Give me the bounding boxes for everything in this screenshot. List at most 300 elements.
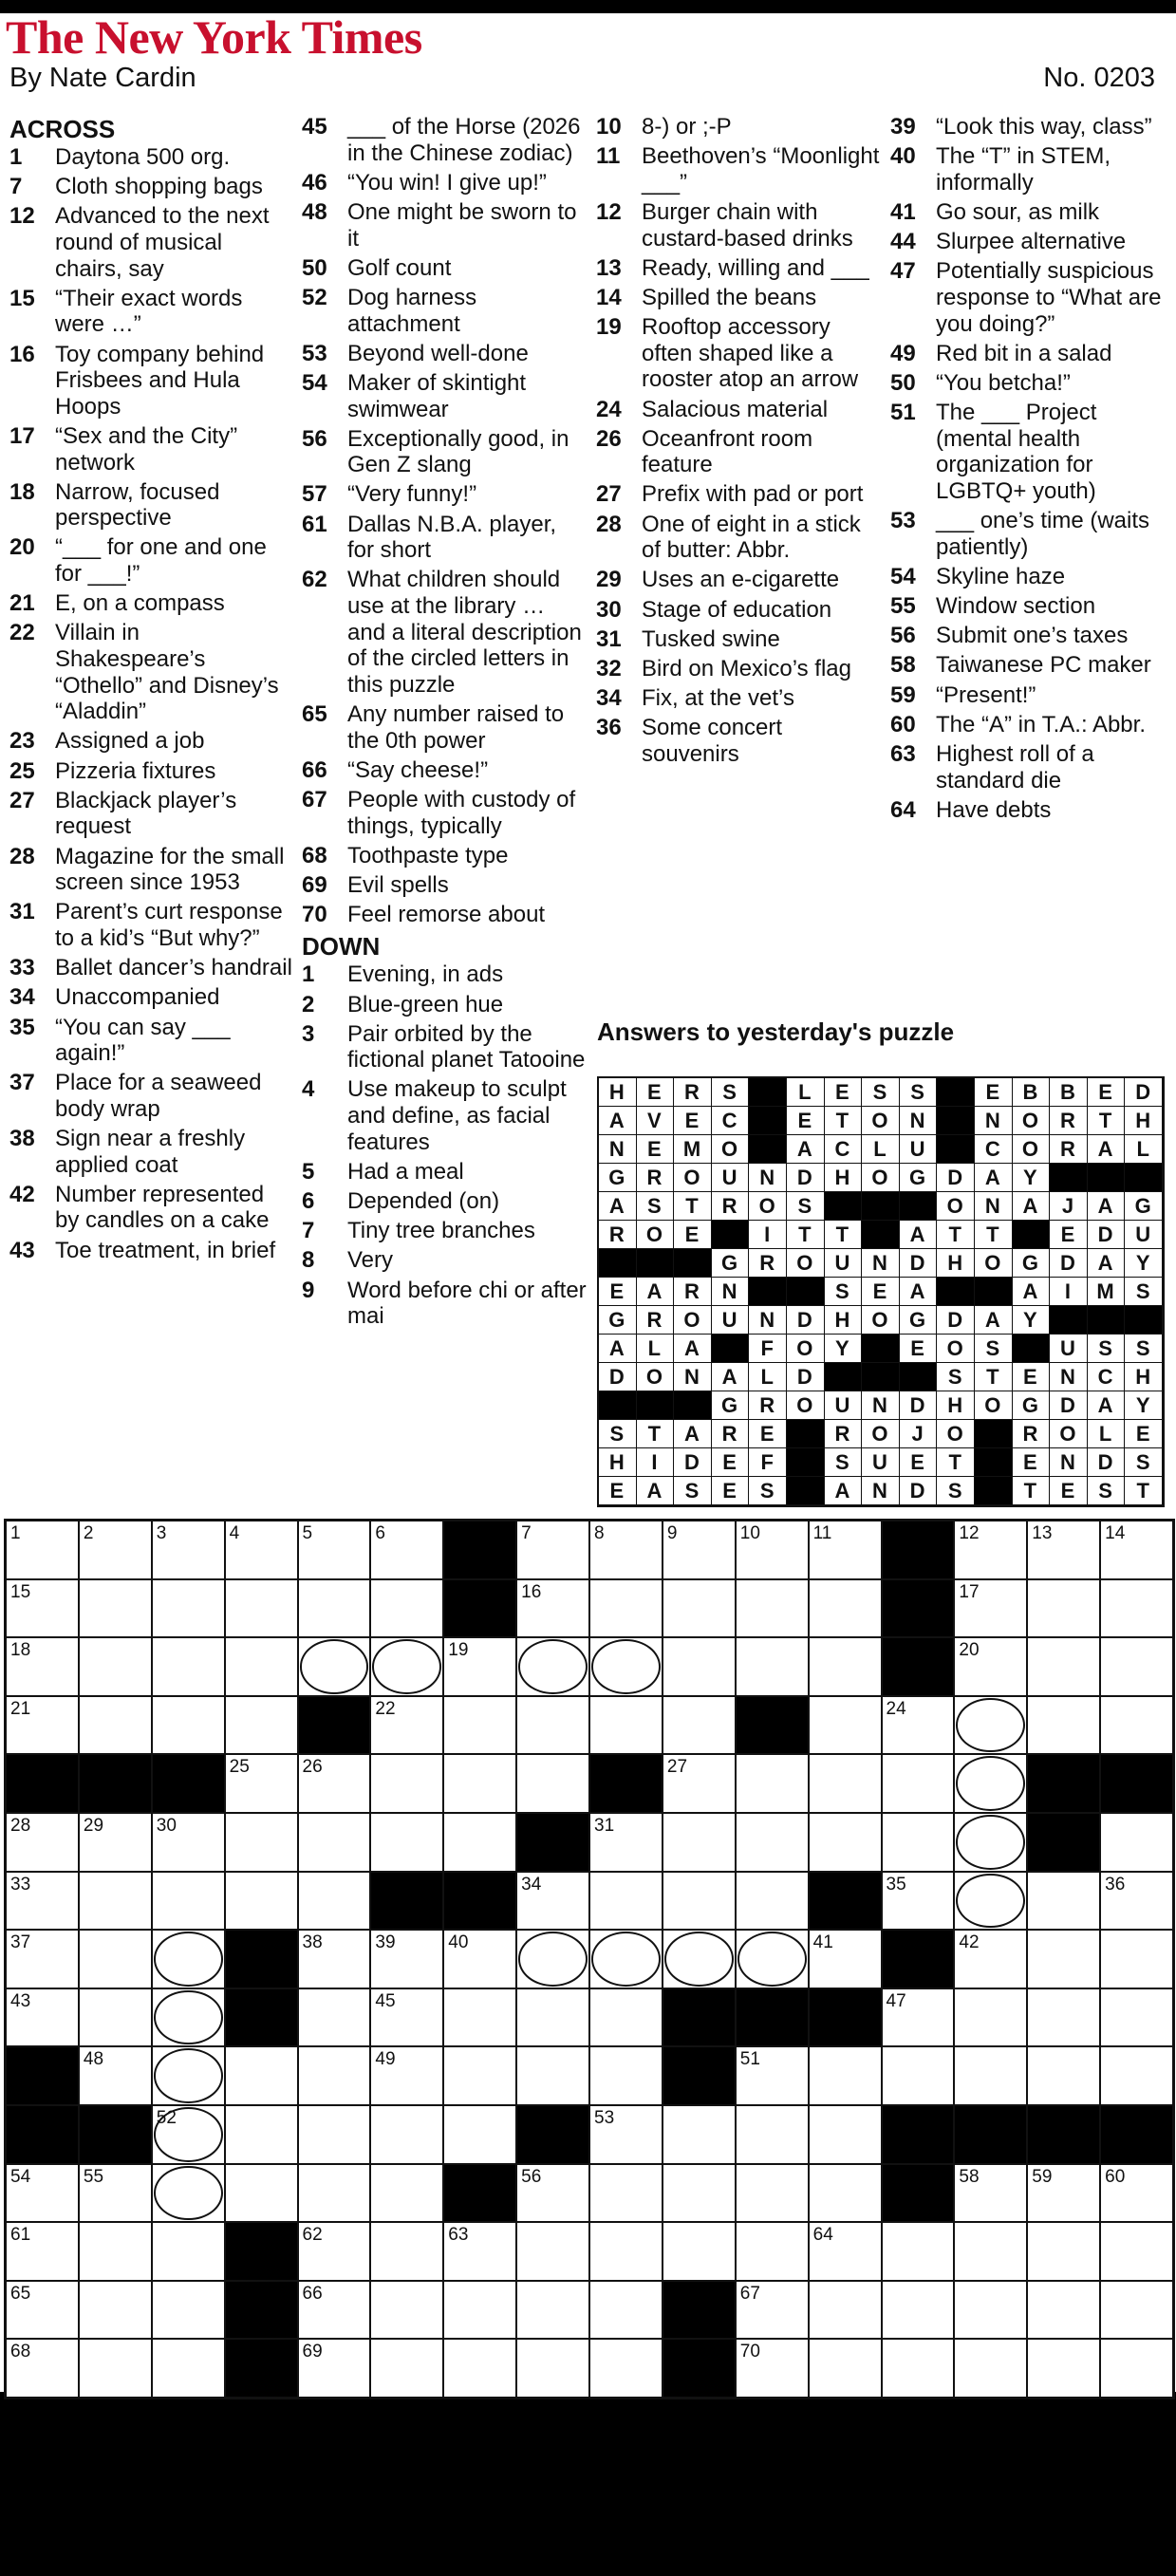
grid-cell[interactable] [153, 2282, 224, 2339]
clue-item [596, 685, 881, 712]
clue-text: “Sex and the City” network [55, 422, 238, 476]
circle-marker [518, 1639, 588, 1694]
grid-cell[interactable] [7, 1521, 78, 1578]
grid-cell[interactable] [663, 1931, 735, 1988]
grid-cell[interactable] [444, 1931, 515, 1988]
grid-cell[interactable] [810, 1521, 881, 1578]
answer-cell: L [749, 1363, 787, 1391]
cell-number: 47 [886, 1990, 906, 2011]
grid-cell[interactable] [153, 1521, 224, 1578]
grid-cell[interactable] [590, 2282, 662, 2339]
clue-item [302, 843, 587, 869]
circle-marker [956, 1698, 1025, 1753]
grid-cell[interactable] [371, 1697, 442, 1754]
grid-cell[interactable] [517, 2340, 588, 2397]
grid-cell[interactable] [226, 2047, 297, 2104]
grid-cell[interactable] [1028, 2047, 1099, 2104]
clue-number: 39 [890, 114, 916, 140]
clue-text: E, on a compass [55, 590, 225, 617]
grid-cell[interactable] [80, 2340, 151, 2397]
grid-cell[interactable] [1028, 2223, 1099, 2280]
grid-cell[interactable] [590, 1697, 662, 1754]
grid-cell[interactable] [883, 2047, 954, 2104]
grid-cell[interactable] [810, 1814, 881, 1871]
grid-cell[interactable] [299, 1989, 370, 2046]
grid-cell[interactable] [80, 1638, 151, 1695]
grid-cell[interactable] [883, 2223, 954, 2280]
grid-cell[interactable] [444, 1814, 515, 1871]
grid-cell[interactable] [1101, 2340, 1172, 2397]
answer-cell: A [599, 1107, 637, 1135]
grid-cell[interactable] [299, 1580, 370, 1637]
grid-cell[interactable] [7, 1638, 78, 1695]
clue-text: Very [347, 1247, 394, 1274]
grid-block [663, 2340, 735, 2397]
clue-text: Toe treatment, in brief [55, 1237, 276, 1263]
grid-cell[interactable] [663, 1814, 735, 1871]
grid-cell[interactable] [226, 1755, 297, 1812]
grid-cell[interactable] [80, 2165, 151, 2222]
grid-cell[interactable] [883, 1873, 954, 1930]
grid-cell[interactable] [737, 1580, 808, 1637]
answer-cell: I [637, 1448, 675, 1477]
grid-cell[interactable] [299, 1755, 370, 1812]
grid-cell[interactable] [1101, 1873, 1172, 1930]
grid-cell[interactable] [153, 1873, 224, 1930]
grid-cell[interactable] [371, 1521, 442, 1578]
clue-column-2 [302, 114, 587, 1333]
grid-cell[interactable] [810, 2282, 881, 2339]
answer-cell: A [637, 1477, 675, 1505]
grid-cell[interactable] [1028, 1697, 1099, 1754]
grid-cell[interactable] [1101, 1521, 1172, 1578]
answer-block [937, 1278, 975, 1306]
grid-cell[interactable] [955, 1638, 1026, 1695]
clue-text: Depended (on) [347, 1188, 500, 1215]
grid-cell[interactable] [955, 2223, 1026, 2280]
grid-cell[interactable] [299, 2223, 370, 2280]
grid-cell[interactable] [7, 1931, 78, 1988]
grid-cell[interactable] [444, 2047, 515, 2104]
cell-number: 40 [448, 1932, 469, 1953]
grid-block [7, 1755, 78, 1812]
clue-number: 34 [596, 685, 622, 712]
grid-cell[interactable] [153, 1580, 224, 1637]
grid-cell[interactable] [955, 1521, 1026, 1578]
grid-cell[interactable] [299, 2165, 370, 2222]
cell-number: 2 [83, 1523, 94, 1543]
answers-title: Answers to yesterday's puzzle [597, 1017, 955, 1046]
grid-cell[interactable] [371, 1755, 442, 1812]
answer-cell: U [712, 1164, 750, 1192]
grid-cell[interactable] [590, 2047, 662, 2104]
grid-cell[interactable] [371, 1989, 442, 2046]
grid-cell[interactable] [590, 1638, 662, 1695]
grid-cell[interactable] [371, 2282, 442, 2339]
grid-cell[interactable] [590, 2165, 662, 2222]
grid-cell[interactable] [153, 1989, 224, 2046]
grid-cell[interactable] [1101, 1931, 1172, 1988]
clue-text: Any number raised to the 0th power [347, 701, 565, 754]
grid-cell[interactable] [299, 1638, 370, 1695]
grid-cell[interactable] [737, 2165, 808, 2222]
answer-cell: G [599, 1306, 637, 1335]
grid-cell[interactable] [153, 2340, 224, 2397]
grid-cell[interactable] [590, 2340, 662, 2397]
grid-cell[interactable] [590, 1873, 662, 1930]
cell-number: 49 [375, 2049, 396, 2070]
grid-cell[interactable] [737, 2223, 808, 2280]
grid-cell[interactable] [7, 1697, 78, 1754]
grid-cell[interactable] [955, 1989, 1026, 2046]
grid-cell[interactable] [737, 1521, 808, 1578]
grid-cell[interactable] [153, 1697, 224, 1754]
grid-cell[interactable] [955, 1931, 1026, 1988]
answer-block [862, 1192, 900, 1221]
grid-cell[interactable] [1101, 2047, 1172, 2104]
clue-text: Burger chain with custard-based drinks [642, 198, 853, 252]
grid-cell[interactable] [517, 1755, 588, 1812]
clue-item [9, 144, 294, 171]
grid-cell[interactable] [517, 2165, 588, 2222]
grid-cell[interactable] [517, 1638, 588, 1695]
circle-marker [154, 1990, 223, 2045]
answer-cell: E [825, 1078, 863, 1107]
clue-text: Maker of skintight swimwear [347, 369, 527, 422]
grid-cell[interactable] [153, 1931, 224, 1988]
answer-block [749, 1135, 787, 1164]
clue-number: 70 [302, 902, 327, 928]
clue-number: 46 [302, 169, 327, 196]
answer-cell: A [1088, 1391, 1126, 1420]
grid-cell[interactable] [810, 2223, 881, 2280]
clue-number: 28 [596, 511, 622, 537]
grid-cell[interactable] [371, 1814, 442, 1871]
grid-block [7, 2106, 78, 2163]
cell-number: 52 [156, 2107, 177, 2128]
cell-number: 7 [521, 1523, 532, 1543]
grid-cell[interactable] [1028, 1931, 1099, 1988]
grid-cell[interactable] [810, 2106, 881, 2163]
clue-item [9, 423, 294, 476]
grid-cell[interactable] [299, 2282, 370, 2339]
grid-cell[interactable] [1101, 1989, 1172, 2046]
grid-cell[interactable] [883, 1989, 954, 2046]
grid-cell[interactable] [444, 2106, 515, 2163]
answer-block [1125, 1164, 1163, 1192]
grid-cell[interactable] [955, 1697, 1026, 1754]
grid-cell[interactable] [810, 2047, 881, 2104]
grid-cell[interactable] [737, 1931, 808, 1988]
grid-cell[interactable] [444, 2340, 515, 2397]
grid-cell[interactable] [7, 1989, 78, 2046]
grid-cell[interactable] [517, 1521, 588, 1578]
answer-cell: D [900, 1477, 938, 1505]
clue-item [596, 481, 881, 508]
grid-cell[interactable] [883, 2282, 954, 2339]
cell-number: 31 [594, 1815, 615, 1836]
grid-cell[interactable] [517, 2282, 588, 2339]
clue-text: Assigned a job [55, 728, 205, 755]
clue-text: The “T” in STEM, informally [936, 143, 1111, 196]
circle-marker [737, 1932, 807, 1987]
answer-cell: R [749, 1391, 787, 1420]
grid-cell[interactable] [955, 2165, 1026, 2222]
grid-cell[interactable] [663, 2106, 735, 2163]
grid-cell[interactable] [444, 1638, 515, 1695]
cell-number: 63 [448, 2225, 469, 2246]
grid-cell[interactable] [1101, 2223, 1172, 2280]
grid-cell[interactable] [80, 1580, 151, 1637]
answer-cell: E [1013, 1363, 1051, 1391]
grid-cell[interactable] [226, 1697, 297, 1754]
answer-cell: S [900, 1078, 938, 1107]
clue-item [9, 174, 294, 200]
clue-text: Some concert souvenirs [642, 715, 783, 767]
grid-cell[interactable] [7, 2223, 78, 2280]
grid-cell[interactable] [1028, 1989, 1099, 2046]
answer-cell: Y [1125, 1249, 1163, 1278]
grid-cell[interactable] [7, 2165, 78, 2222]
grid-cell[interactable] [444, 2282, 515, 2339]
grid-cell[interactable] [883, 1814, 954, 1871]
grid-cell[interactable] [299, 2106, 370, 2163]
grid-cell[interactable] [810, 1931, 881, 1988]
grid-cell[interactable] [1028, 2165, 1099, 2222]
grid-cell[interactable] [299, 1931, 370, 1988]
answer-cell: O [862, 1107, 900, 1135]
grid-cell[interactable] [80, 1989, 151, 2046]
answer-cell: D [787, 1306, 825, 1335]
grid-cell[interactable] [299, 1873, 370, 1930]
clue-number: 53 [302, 340, 327, 366]
grid-cell[interactable] [153, 2106, 224, 2163]
grid-cell[interactable] [737, 1638, 808, 1695]
clue-item [302, 1159, 587, 1185]
grid-cell[interactable] [955, 1814, 1026, 1871]
answer-cell: O [787, 1335, 825, 1363]
clue-text: 8-) or ;-P [642, 114, 732, 140]
grid-cell[interactable] [226, 1580, 297, 1637]
grid-cell[interactable] [299, 1521, 370, 1578]
grid-cell[interactable] [371, 1638, 442, 1695]
grid-cell[interactable] [299, 1814, 370, 1871]
grid-cell[interactable] [955, 2340, 1026, 2397]
grid-cell[interactable] [517, 2223, 588, 2280]
grid-cell[interactable] [517, 1931, 588, 1988]
grid-cell[interactable] [663, 2223, 735, 2280]
grid-cell[interactable] [663, 1638, 735, 1695]
grid-cell[interactable] [1028, 1638, 1099, 1695]
grid-cell[interactable] [80, 2282, 151, 2339]
grid-cell[interactable] [737, 2047, 808, 2104]
grid-cell[interactable] [7, 1814, 78, 1871]
clue-number: 11 [596, 143, 621, 170]
grid-cell[interactable] [590, 1580, 662, 1637]
grid-block [226, 2223, 297, 2280]
grid-cell[interactable] [955, 1755, 1026, 1812]
grid-cell[interactable] [663, 1580, 735, 1637]
grid-cell[interactable] [883, 2340, 954, 2397]
grid-cell[interactable] [444, 1697, 515, 1754]
grid-cell[interactable] [7, 2340, 78, 2397]
answer-cell: D [937, 1164, 975, 1192]
grid-cell[interactable] [1028, 2340, 1099, 2397]
clue-item [890, 370, 1171, 397]
clue-number: 56 [890, 623, 916, 649]
grid-cell[interactable] [371, 2340, 442, 2397]
grid-cell[interactable] [80, 2223, 151, 2280]
grid-cell[interactable] [1101, 1697, 1172, 1754]
answer-cell: D [1050, 1391, 1088, 1420]
grid-cell[interactable] [590, 1931, 662, 1988]
grid-cell[interactable] [590, 2223, 662, 2280]
grid-cell[interactable] [80, 1931, 151, 1988]
grid-cell[interactable] [955, 2282, 1026, 2339]
grid-cell[interactable] [810, 2340, 881, 2397]
grid-cell[interactable] [737, 1755, 808, 1812]
grid-cell[interactable] [153, 2047, 224, 2104]
grid-cell[interactable] [810, 2165, 881, 2222]
answer-cell: R [749, 1249, 787, 1278]
grid-cell[interactable] [737, 1873, 808, 1930]
grid-cell[interactable] [663, 1873, 735, 1930]
grid-cell[interactable] [80, 1521, 151, 1578]
answer-cell: M [1088, 1278, 1126, 1306]
grid-cell[interactable] [1101, 1638, 1172, 1695]
answer-block [712, 1335, 750, 1363]
grid-cell[interactable] [1101, 1814, 1172, 1871]
grid-cell[interactable] [737, 2340, 808, 2397]
grid-cell[interactable] [1101, 1580, 1172, 1637]
grid-cell[interactable] [371, 2047, 442, 2104]
clue-number: 37 [9, 1070, 35, 1096]
clue-text: Parent’s curt response to a kid’s “But why?” [55, 899, 283, 951]
grid-cell[interactable] [663, 2165, 735, 2222]
grid-block [883, 2106, 954, 2163]
grid-cell[interactable] [1028, 1873, 1099, 1930]
clue-text: “Very funny!” [347, 481, 477, 508]
grid-cell[interactable] [1028, 1580, 1099, 1637]
grid-cell[interactable] [226, 1521, 297, 1578]
clue-text: “You betcha!” [936, 369, 1071, 396]
grid-cell[interactable] [663, 1521, 735, 1578]
grid-cell[interactable] [80, 1873, 151, 1930]
clue-item [302, 1278, 587, 1330]
clue-text: Evening, in ads [347, 961, 504, 988]
grid-cell[interactable] [1028, 1521, 1099, 1578]
answer-cell: S [1125, 1278, 1163, 1306]
grid-cell[interactable] [517, 2047, 588, 2104]
grid-cell[interactable] [810, 1755, 881, 1812]
grid-cell[interactable] [7, 1873, 78, 1930]
grid-cell[interactable] [80, 1697, 151, 1754]
clue-number: 68 [302, 842, 327, 868]
grid-cell[interactable] [80, 1814, 151, 1871]
grid-cell[interactable] [226, 1814, 297, 1871]
grid-cell[interactable] [810, 1580, 881, 1637]
grid-cell[interactable] [590, 1989, 662, 2046]
grid-cell[interactable] [153, 1814, 224, 1871]
grid-cell[interactable] [955, 2047, 1026, 2104]
grid-cell[interactable] [371, 1580, 442, 1637]
answer-cell: E [712, 1448, 750, 1477]
grid-cell[interactable] [153, 2223, 224, 2280]
grid-block [1101, 1755, 1172, 1812]
grid-cell[interactable] [153, 1638, 224, 1695]
clue-number: 7 [9, 174, 23, 200]
grid-cell[interactable] [517, 1580, 588, 1637]
grid-cell[interactable] [226, 1638, 297, 1695]
grid-cell[interactable] [226, 1873, 297, 1930]
grid-cell[interactable] [444, 2223, 515, 2280]
grid-cell[interactable] [663, 1697, 735, 1754]
grid-cell[interactable] [810, 1697, 881, 1754]
grid-cell[interactable] [955, 1580, 1026, 1637]
grid-cell[interactable] [371, 2106, 442, 2163]
cell-number: 17 [959, 1581, 980, 1602]
grid-cell[interactable] [444, 1755, 515, 1812]
grid-cell[interactable] [444, 1989, 515, 2046]
grid-cell[interactable] [517, 1697, 588, 1754]
grid-block [444, 1580, 515, 1637]
grid-cell[interactable] [299, 2340, 370, 2397]
circle-marker [664, 1932, 734, 1987]
grid-cell[interactable] [590, 1521, 662, 1578]
cell-number: 16 [521, 1581, 542, 1602]
grid-cell[interactable] [1101, 2282, 1172, 2339]
grid-cell[interactable] [1101, 2165, 1172, 2222]
clue-number: 26 [596, 425, 622, 452]
answer-block [637, 1249, 675, 1278]
grid-cell[interactable] [737, 2106, 808, 2163]
answer-cell: A [900, 1278, 938, 1306]
clue-item [302, 992, 587, 1018]
grid-cell[interactable] [663, 1755, 735, 1812]
grid-cell[interactable] [883, 1755, 954, 1812]
grid-cell[interactable] [737, 2282, 808, 2339]
grid-cell[interactable] [955, 1873, 1026, 1930]
grid-cell[interactable] [7, 1580, 78, 1637]
grid-cell[interactable] [810, 1638, 881, 1695]
grid-cell[interactable] [299, 2047, 370, 2104]
clue-text: Go sour, as milk [936, 198, 1100, 225]
grid-block [226, 2282, 297, 2339]
grid-cell[interactable] [1028, 2282, 1099, 2339]
clue-number: 18 [9, 478, 35, 505]
clue-text: Toy company behind Frisbees and Hula Hoops [55, 341, 265, 420]
grid-cell[interactable] [7, 2282, 78, 2339]
grid-cell[interactable] [371, 2165, 442, 2222]
grid-cell[interactable] [226, 2165, 297, 2222]
answer-cell: A [674, 1420, 712, 1448]
grid-cell[interactable] [226, 2106, 297, 2163]
grid-cell[interactable] [883, 1697, 954, 1754]
clue-item [9, 844, 294, 896]
grid-cell[interactable] [153, 2165, 224, 2222]
clue-item [302, 787, 587, 839]
grid-cell[interactable] [80, 2047, 151, 2104]
grid-cell[interactable] [590, 1814, 662, 1871]
clue-item [596, 656, 881, 682]
grid-cell[interactable] [590, 2106, 662, 2163]
grid-cell[interactable] [737, 1814, 808, 1871]
grid-cell[interactable] [371, 1931, 442, 1988]
grid-cell[interactable] [371, 2223, 442, 2280]
grid-cell[interactable] [517, 1989, 588, 2046]
grid-cell[interactable] [517, 1873, 588, 1930]
clue-text: “Present!” [936, 681, 1036, 708]
